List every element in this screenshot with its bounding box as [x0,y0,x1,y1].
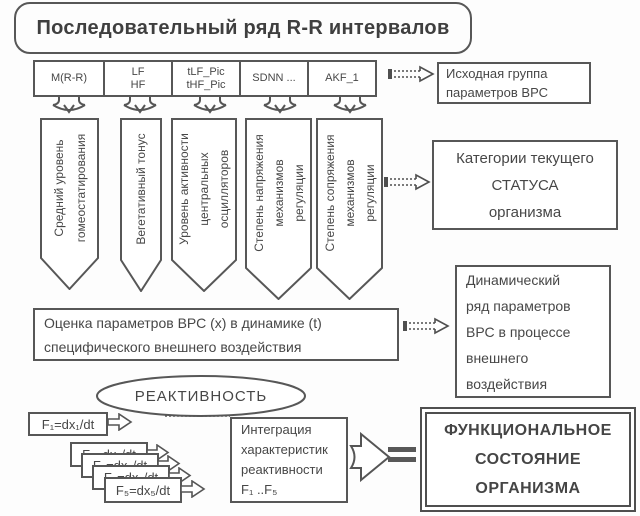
pennant-homeostasis [40,118,99,290]
pennant-regulation-tension [245,118,312,300]
pennant-line: центральных [197,152,211,226]
pennant-line: регуляции [362,164,377,222]
final-state-line: ОРГАНИЗМА [475,480,581,497]
source-group-line: параметров ВРС [446,85,548,100]
evaluation-box [33,308,399,361]
param-box-sdnn [239,60,309,97]
dynamics-line: Динамический [466,271,561,288]
title-text: Последовательный ряд R-R интервалов [36,16,450,39]
down-arrow-icon [187,94,233,118]
dotted-arrow-icon [388,65,436,83]
small-arrow-icon [107,413,133,431]
down-arrow-icon [117,94,163,118]
param-box-akf [307,60,377,97]
source-group-box [437,62,591,104]
pennant-line: осцилляторов [217,149,231,229]
title-box [14,2,472,54]
down-arrow-icon [257,94,303,118]
param-label: tLF_Pic [187,65,225,78]
pennant-line: Степень сопряжения [322,134,337,252]
pennant-regulation-coupling [316,118,383,300]
final-state-line: СОСТОЯНИЕ [474,451,582,468]
param-label: AKF_1 [325,72,359,84]
integration-line: Интеграция [241,422,312,437]
down-arrow-icon [46,94,92,118]
big-arrow-icon [349,431,391,483]
reactivity-label: РЕАКТИВНОСТЬ [134,387,268,405]
final-state-inner [425,412,631,507]
param-box-tlf-thf [171,60,241,97]
final-state-line: ФУНКЦИОНАЛЬНОЕ [444,422,612,439]
integration-box [230,417,348,503]
dynamics-line: ряд параметров [466,297,571,314]
pennant-line: Вегетативный тонус [134,133,148,245]
dynamics-box [455,265,611,398]
pennant-line: механизмов [342,159,357,227]
dynamics-line: воздействия [466,375,548,392]
pennant-line: Степень напряжения [251,134,266,252]
pennant-vegetative-tone [120,118,162,292]
formula-box-f1 [28,412,108,436]
down-arrow-icon [327,94,373,118]
dynamics-line: внешнего [466,349,529,366]
final-state-box [420,407,636,512]
pennant-line: Уровень активности [177,133,191,245]
dotted-arrow-icon [403,317,451,335]
evaluation-line: Оценка параметров ВРС (x) в динамике (t) [44,314,322,331]
status-line: Категории текущего [456,149,594,167]
evaluation-line: специфического внешнего воздействия [44,338,302,355]
pennant-central-oscillators [171,118,237,292]
pennant-line: гомеостатирования [73,133,88,243]
status-line: организма [488,203,562,221]
param-box-lf-hf [103,60,173,97]
param-box-mrr [33,60,105,97]
formula-box-f5 [104,477,182,503]
dotted-arrow-icon [384,173,432,191]
pennant-line: регуляции [291,164,306,222]
param-label: tHF_Pic [186,78,226,91]
pennant-line: механизмов [271,159,286,227]
param-label: HF [130,78,146,91]
formula-text: F₁=dx₁/dt [41,416,95,432]
param-label: M(R-R) [50,72,88,84]
integration-line: реактивности [241,462,323,477]
parameter-row [33,60,377,97]
status-box [432,140,618,230]
integration-line: F₁ ..F₅ [241,482,278,497]
small-arrow-icon [180,480,206,498]
source-group-line: Исходная группа [446,66,548,81]
integration-line: характеристик [241,442,328,457]
status-line: СТАТУСА [491,176,559,194]
param-label: LF [131,65,145,78]
equals-sign [388,447,416,462]
pennant-line: Средний уровень [51,139,66,237]
param-label: SDNN ... [252,72,296,84]
formula-text: F₅=dx₅/dt [115,482,171,498]
dynamics-line: ВРС в процессе [466,323,571,340]
